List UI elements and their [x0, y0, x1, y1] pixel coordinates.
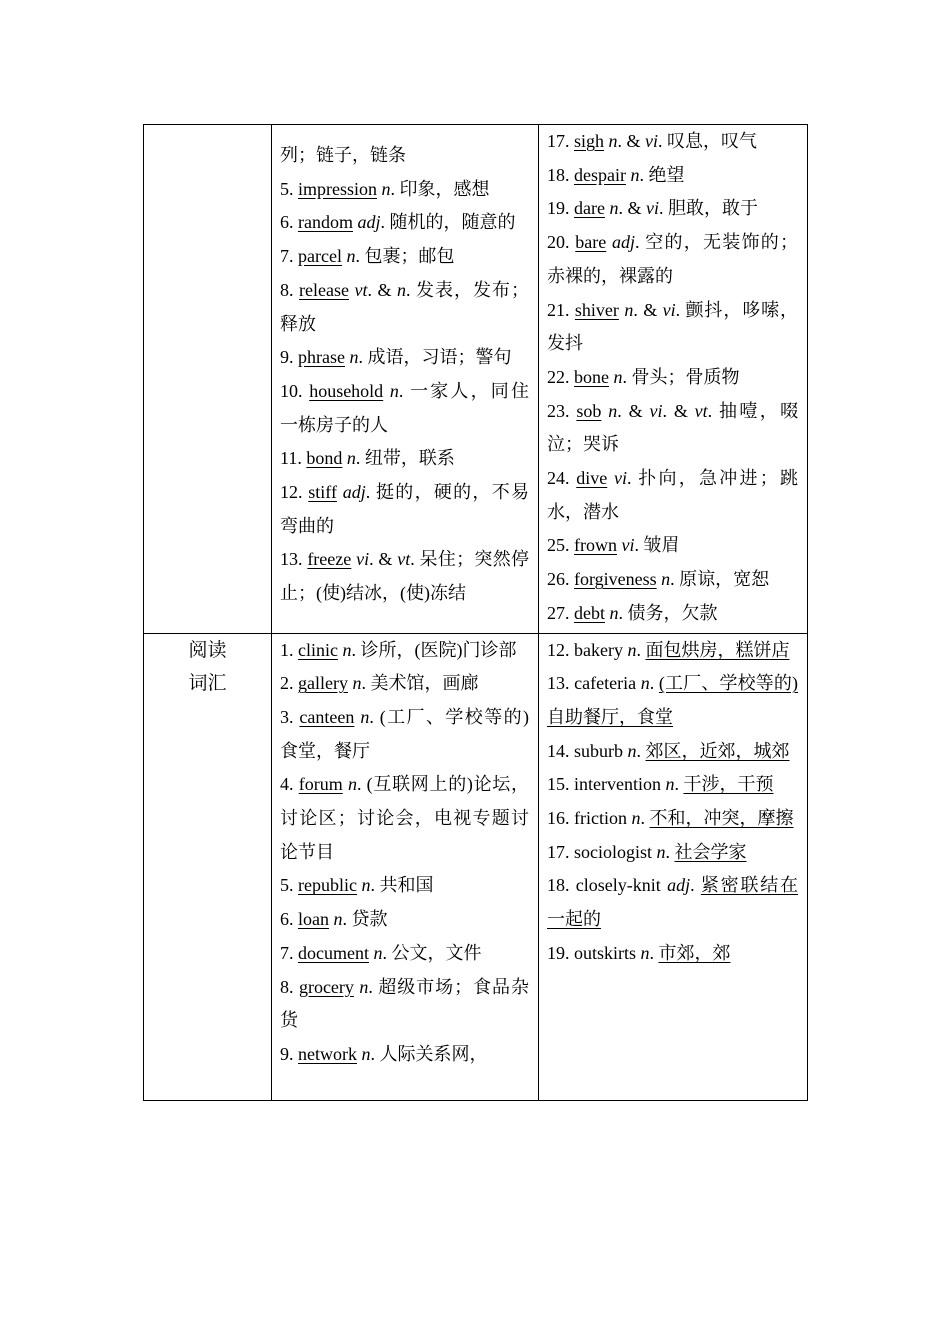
- vocab-entry: 12. stiff adj. 挺的，硬的，不易弯曲的: [280, 482, 529, 536]
- entry-number: 10: [280, 380, 298, 401]
- entry-number: 6: [280, 212, 289, 233]
- entry-number: 17: [547, 841, 565, 862]
- entry-number: 7: [280, 942, 289, 963]
- part-of-speech: n: [656, 841, 666, 862]
- definition: 纽带，联系: [364, 448, 455, 469]
- part-of-speech: vt: [354, 279, 368, 300]
- entry-number: 9: [280, 1043, 289, 1064]
- vocab-word: clinic: [298, 639, 338, 660]
- part-of-speech: vi: [356, 549, 370, 570]
- vocab-word: despair: [574, 164, 626, 185]
- entry-number: 22: [547, 366, 565, 387]
- definition: 诊所，(医院)门诊部: [360, 639, 517, 660]
- entry-number: 11: [280, 448, 298, 469]
- vocab-word: grocery: [298, 976, 354, 997]
- vocab-word: loan: [298, 909, 329, 930]
- vocab-word: release: [299, 279, 349, 300]
- part-of-speech: vi: [645, 131, 659, 151]
- vocab-entry: 5. republic n. 共和国: [280, 875, 434, 896]
- part-of-speech: n: [349, 347, 359, 368]
- entry-number: 5: [280, 178, 289, 199]
- definition: 包裹；邮包: [364, 246, 455, 267]
- vocab-word: forgiveness: [574, 569, 657, 590]
- word-list-cell: [539, 125, 808, 634]
- vocab-entry: 16. friction n. 不和，冲突，摩擦: [547, 808, 794, 829]
- vocab-word: sob: [576, 400, 602, 421]
- definition: 成语，习语；警句: [367, 347, 512, 368]
- definition: 干涉，干预: [683, 774, 774, 795]
- entry-number: 13: [547, 673, 565, 694]
- vocab-word: bare: [575, 232, 607, 253]
- entry-number: 1: [280, 639, 289, 660]
- entry-number: 19: [547, 198, 565, 219]
- definition: 抽噎，啜泣；哭诉: [547, 400, 799, 455]
- vocab-entry: 25. frown vi. 皱眉: [547, 535, 680, 556]
- definition: 公文，文件: [391, 942, 482, 963]
- part-of-speech: adj: [611, 232, 635, 253]
- vocab-entry: 19. dare n. & vi. 胆敢，敢于: [547, 198, 758, 219]
- category-cell: [144, 633, 272, 1100]
- vocab-word: dare: [574, 198, 605, 219]
- vocab-entry: 12. bakery n. 面包烘房，糕饼店: [547, 639, 790, 660]
- entry-number: 12: [547, 639, 565, 660]
- entry-number: 19: [547, 942, 565, 963]
- vocab-word: household: [309, 380, 384, 401]
- vocab-entry: 14. suburb n. 郊区，近郊，城郊: [547, 740, 790, 761]
- part-of-speech: n: [624, 299, 634, 320]
- part-of-speech: n: [665, 774, 675, 795]
- vocab-word: debt: [574, 602, 605, 623]
- definition: 印象，感想: [399, 178, 490, 199]
- vocab-word: bond: [306, 448, 343, 469]
- vocab-entry: 24. dive vi. 扑向，急冲进；跳水，潜水: [547, 468, 798, 522]
- category-cell: [144, 125, 272, 634]
- definition: 社会学家: [674, 841, 747, 862]
- part-of-speech: vi: [621, 535, 635, 556]
- vocab-word: sociologist: [574, 841, 653, 862]
- definition: (互联网上的)论坛，讨论区；讨论会，电视专题讨论节目: [280, 774, 530, 862]
- definition: (工厂、学校等的)食堂，餐厅: [280, 706, 530, 761]
- vocabulary-table: [143, 124, 808, 1101]
- entry-number: 2: [280, 673, 289, 694]
- definition: 叹息，叹气: [667, 131, 758, 151]
- vocab-entry: 26. forgiveness n. 原谅，宽恕: [547, 569, 770, 590]
- vocab-word: parcel: [298, 246, 342, 267]
- entry-number: 23: [547, 400, 565, 421]
- vocab-word: friction: [574, 808, 627, 829]
- table-row: [144, 125, 808, 634]
- part-of-speech: n: [608, 131, 618, 151]
- entry-number: 3: [280, 706, 289, 727]
- definition: 扑向，急冲进；跳水，潜水: [547, 468, 798, 522]
- entry-number: 14: [547, 740, 565, 761]
- vocab-word: intervention: [574, 774, 661, 795]
- part-of-speech: n: [346, 448, 356, 469]
- part-of-speech: n: [609, 602, 619, 623]
- entry-number: 24: [547, 468, 565, 489]
- part-of-speech: vt: [694, 400, 708, 421]
- entry-number: 26: [547, 569, 565, 590]
- part-of-speech: n: [373, 942, 383, 963]
- vocab-entry: 6. loan n. 贷款: [280, 909, 388, 930]
- vocab-word: stiff: [308, 482, 337, 503]
- definition: (工厂、学校等的)自助餐厅，食堂: [547, 673, 799, 727]
- category-label: 词汇: [188, 672, 227, 694]
- part-of-speech: n: [631, 808, 641, 829]
- vocab-entry: 10. household n. 一家人，同住一栋房子的人: [280, 380, 529, 435]
- vocab-entry: 15. intervention n. 干涉，干预: [547, 774, 774, 795]
- vocab-entry: 5. impression n. 印象，感想: [280, 178, 490, 199]
- part-of-speech: n: [397, 279, 407, 300]
- word-list-cell: [272, 125, 539, 634]
- part-of-speech: n: [360, 706, 370, 727]
- definition: 不和，冲突，摩擦: [649, 808, 794, 829]
- definition: 随机的，随意的: [389, 212, 516, 233]
- part-of-speech: vi: [649, 400, 663, 421]
- part-of-speech: adj: [667, 875, 691, 896]
- vocab-word: random: [298, 212, 353, 233]
- part-of-speech: n: [613, 366, 623, 387]
- word-list-cell: [539, 633, 808, 1100]
- definition: 颤抖，哆嗦，发抖: [547, 299, 799, 354]
- vocab-entry: 22. bone n. 骨头；骨质物: [547, 366, 740, 387]
- part-of-speech: n: [352, 673, 362, 694]
- entry-number: 5: [280, 875, 289, 896]
- vocab-word: bone: [574, 366, 609, 387]
- vocab-entry: 18. closely-knit adj. 紧密联结在一起的: [547, 875, 799, 930]
- part-of-speech: n: [608, 400, 618, 421]
- definition: 面包烘房，糕饼店: [645, 639, 790, 660]
- vocab-entry: 21. shiver n. & vi. 颤抖，哆嗦，发抖: [547, 299, 799, 354]
- definition: 一家人，同住一栋房子的人: [280, 380, 529, 435]
- vocab-word: forum: [298, 774, 343, 795]
- part-of-speech: n: [333, 909, 343, 930]
- definition: 美术馆，画廊: [370, 673, 479, 694]
- vocab-word: network: [298, 1043, 357, 1064]
- entry-number: 13: [280, 549, 298, 570]
- definition: 挺的，硬的，不易弯曲的: [280, 482, 529, 536]
- word-list-cell: [272, 633, 539, 1100]
- entry-number: 20: [547, 232, 565, 253]
- part-of-speech: vi: [662, 299, 676, 320]
- vocab-entry: 7. document n. 公文，文件: [280, 942, 482, 963]
- part-of-speech: n: [346, 246, 356, 267]
- definition: 市郊，郊: [658, 942, 731, 963]
- vocab-entry: 11. bond n. 纽带，联系: [280, 448, 455, 469]
- entry-number: 18: [547, 164, 565, 185]
- part-of-speech: n: [347, 774, 357, 795]
- part-of-speech: n: [359, 976, 369, 997]
- entry-number: 16: [547, 808, 565, 829]
- entry-number: 17: [547, 131, 565, 151]
- definition: 发表，发布；释放: [280, 279, 530, 334]
- part-of-speech: n: [627, 740, 637, 761]
- definition: 贷款: [351, 909, 388, 930]
- part-of-speech: n: [342, 639, 352, 660]
- entry-number: 21: [547, 299, 565, 320]
- part-of-speech: n: [361, 1043, 371, 1064]
- vocab-entry: 17. sociologist n. 社会学家: [547, 841, 747, 862]
- entry-number: 6: [280, 909, 289, 930]
- vocab-entry: 2. gallery n. 美术馆，画廊: [280, 673, 479, 694]
- definition: 郊区，近郊，城郊: [645, 740, 790, 761]
- vocab-entry: 9. network n. 人际关系网，: [280, 1043, 488, 1064]
- part-of-speech: adj: [342, 482, 366, 503]
- entry-number: 8: [280, 976, 289, 997]
- vocab-entry: 17. sigh n. & vi. 叹息，叹气: [547, 131, 758, 151]
- vocab-word: bakery: [574, 639, 623, 660]
- vocab-word: outskirts: [574, 942, 637, 963]
- vocab-word: sigh: [574, 131, 605, 151]
- entry-number: 4: [280, 774, 289, 795]
- definition: 共和国: [379, 875, 434, 896]
- vocab-entry: 19. outskirts n. 市郊，郊: [547, 942, 731, 963]
- part-of-speech: n: [627, 639, 637, 660]
- definition: 胆敢，敢于: [668, 198, 758, 219]
- vocab-entry: 3. canteen n. (工厂、学校等的)食堂，餐厅: [280, 706, 530, 761]
- definition: 超级市场；食品杂货: [280, 976, 529, 1031]
- part-of-speech: n: [661, 569, 671, 590]
- entry-number: 18: [547, 875, 565, 896]
- entry-number: 15: [547, 774, 565, 795]
- part-of-speech: vi: [646, 198, 659, 219]
- vocab-entry: 7. parcel n. 包裹；邮包: [280, 246, 455, 267]
- part-of-speech: vt: [397, 549, 411, 570]
- part-of-speech: n: [640, 942, 650, 963]
- vocab-entry: 9. phrase n. 成语，习语；警句: [280, 347, 512, 368]
- vocab-word: gallery: [298, 673, 348, 694]
- vocab-entry: 27. debt n. 债务，欠款: [547, 602, 718, 623]
- vocab-word: dive: [576, 468, 608, 489]
- entry-number: 12: [280, 482, 298, 503]
- definition: 空的，无装饰的；赤裸的，裸露的: [547, 232, 798, 286]
- vocab-word: canteen: [299, 706, 355, 727]
- vocab-word: republic: [298, 875, 357, 896]
- vocab-word: shiver: [574, 299, 619, 320]
- definition: 人际关系网，: [379, 1043, 488, 1064]
- vocab-word: frown: [574, 535, 617, 556]
- part-of-speech: n: [381, 178, 391, 199]
- part-of-speech: n: [640, 673, 650, 694]
- definition: 骨头；骨质物: [631, 366, 740, 387]
- definition: 呆住；突然停止；(使)结冰，(使)冻结: [280, 549, 530, 604]
- entry-number: 9: [280, 347, 289, 368]
- table-row: [144, 633, 808, 1100]
- part-of-speech: n: [609, 198, 619, 219]
- definition: 紧密联结在一起的: [547, 875, 799, 930]
- vocab-word: phrase: [298, 347, 345, 368]
- part-of-speech: vi: [614, 468, 627, 489]
- vocab-entry: 18. despair n. 绝望: [547, 164, 685, 185]
- vocab-word: document: [298, 942, 369, 963]
- continuation-text: 列；链子，链条: [280, 145, 406, 165]
- definition: 原谅，宽恕: [679, 569, 770, 590]
- definition: 绝望: [648, 164, 685, 185]
- entry-number: 27: [547, 602, 565, 623]
- vocab-entry: 13. cafeteria n. (工厂、学校等的)自助餐厅，食堂: [547, 673, 799, 727]
- definition: 皱眉: [643, 535, 680, 556]
- entry-number: 8: [280, 279, 289, 300]
- vocab-entry: 1. clinic n. 诊所，(医院)门诊部: [280, 639, 517, 660]
- category-label: 阅读: [188, 639, 227, 661]
- vocab-entry: 20. bare adj. 空的，无装饰的；赤裸的，裸露的: [547, 232, 798, 286]
- vocab-entry: 13. freeze vi. & vt. 呆住；突然停止；(使)结冰，(使)冻结: [280, 549, 530, 604]
- vocab-word: freeze: [307, 549, 352, 570]
- vocab-word: cafeteria: [574, 673, 637, 694]
- vocab-entry: 8. release vt. & n. 发表，发布；释放: [280, 279, 530, 334]
- vocab-entry: 4. forum n. (互联网上的)论坛，讨论区；讨论会，电视专题讨论节目: [280, 774, 530, 862]
- vocab-word: impression: [298, 178, 377, 199]
- vocab-word: closely-knit: [575, 875, 661, 896]
- part-of-speech: n: [389, 380, 399, 401]
- entry-number: 25: [547, 535, 565, 556]
- vocab-entry: 6. random adj. 随机的，随意的: [280, 212, 516, 233]
- vocab-entry: 23. sob n. & vi. & vt. 抽噎，啜泣；哭诉: [547, 400, 799, 455]
- entry-number: 7: [280, 246, 289, 267]
- vocab-entry: 8. grocery n. 超级市场；食品杂货: [280, 976, 529, 1031]
- vocab-word: suburb: [574, 740, 623, 761]
- part-of-speech: adj: [357, 212, 381, 233]
- part-of-speech: n: [630, 164, 640, 185]
- definition: 债务，欠款: [627, 602, 718, 623]
- part-of-speech: n: [361, 875, 371, 896]
